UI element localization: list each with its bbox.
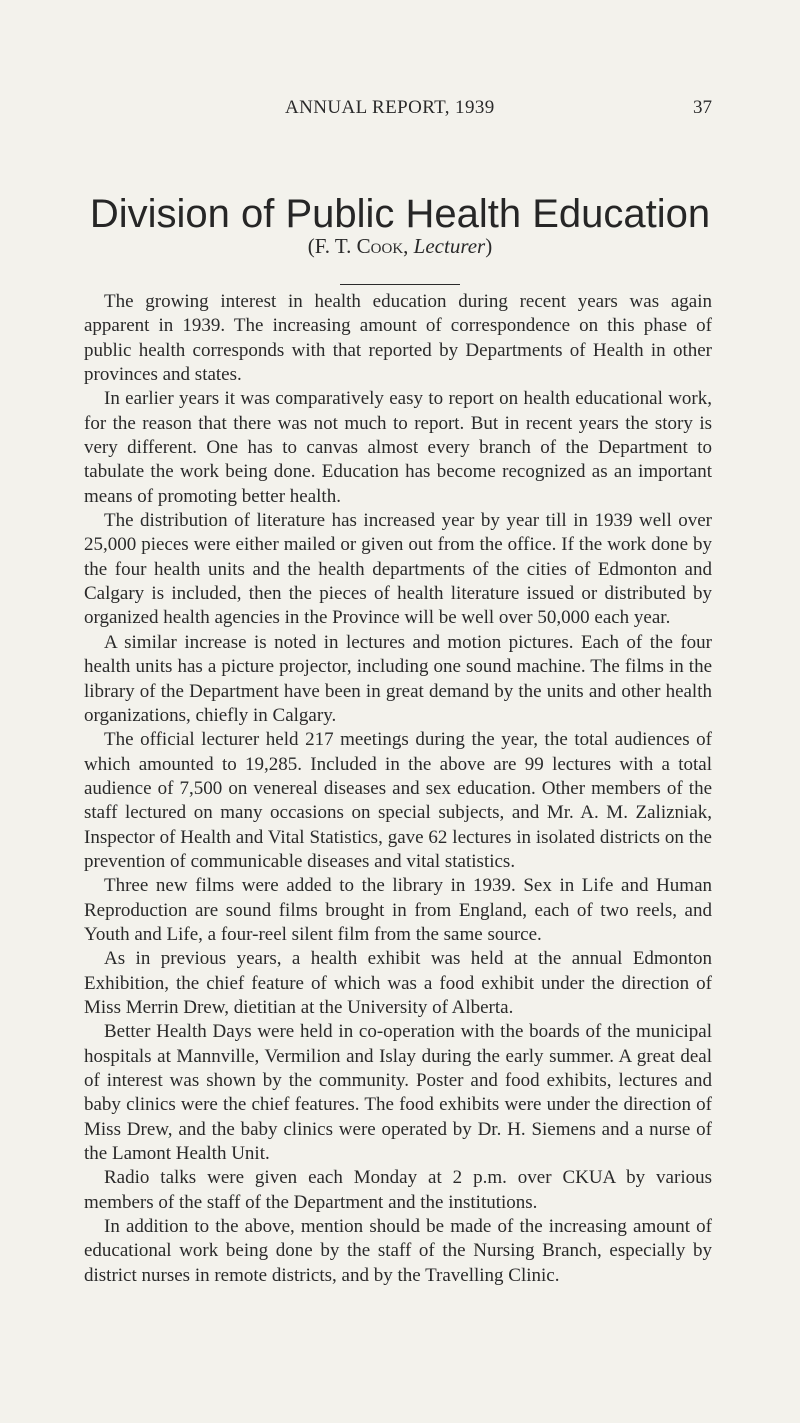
paragraph: In earlier years it was comparatively easy to report on health educational work, for the reason that there was not much to report. But in recent years the story is very different. One has to canvas almost every branch of the Department to tabulate the work being done. Education has become recognized as an important means of promoting better health. <box>84 388 712 507</box>
paragraph: As in previous years, a health exhibit was held at the annual Edmonton Exhibition, the chief feature of which was a food exhibit under the direction of Miss Merrin Drew, dietitian at the University of Alberta. <box>84 948 712 1018</box>
page-number: 37 <box>693 97 712 118</box>
paragraph: A similar increase is noted in lectures and motion pictures. Each of the four health units has a picture projector, including one sound machine. The films in the library of the Department have been in great demand by the units and other health organizations, chiefly in Calgary. <box>84 631 712 726</box>
body-text <box>84 290 712 1288</box>
byline <box>0 232 800 260</box>
byline-open-paren: ( <box>307 234 315 258</box>
paragraph: Better Health Days were held in co-operation with the boards of the municipal hospitals at Mannville, Vermilion and Islay during the early summer. A great deal of interest was shown by the community. Poster and food exhibits, lectures and baby clinics were the chief features. The food exhibits were under the direction of Miss Drew, and the baby clinics were operated by Dr. H. Siemens and a nurse of the Lamont Health Unit. <box>84 1021 712 1165</box>
running-head-title: ANNUAL REPORT, 1939 <box>285 97 495 118</box>
byline-role: Lecturer <box>413 234 486 258</box>
byline-name: F. T. Cook, <box>314 234 409 258</box>
paragraph: Radio talks were given each Monday at 2 p.m. over CKUA by various members of the staff of the Department and the institutions. <box>84 1167 712 1213</box>
running-head <box>0 97 800 121</box>
section-divider <box>340 284 460 285</box>
paragraph: In addition to the above, mention should be made of the increasing amount of educational work being done by the staff of the Nursing Branch, especially by district nurses in remote districts, and by the Travelling Clinic. <box>84 1216 712 1286</box>
paragraph: The distribution of literature has increased year by year till in 1939 well over 25,000 pieces were either mailed or given out from the office. If the work done by the four health units and the health departments of the cities of Edmonton and Calgary is included, then the pieces of health literature issued or distributed by organized health agencies in the Province will be well over 50,000 each year. <box>84 510 712 629</box>
division-title: Division of Public Health Education <box>89 192 711 236</box>
paragraph: Three new films were added to the library in 1939. Sex in Life and Human Reproduction are sound films brought in from England, each of two reels, and Youth and Life, a four-reel silent film from the same source. <box>84 875 712 945</box>
paragraph: The growing interest in health education during recent years was again apparent in 1939. The increasing amount of correspondence on this phase of public health corresponds with that reported by Departments of Health in other provinces and states. <box>84 291 712 386</box>
paragraph: The official lecturer held 217 meetings during the year, the total audiences of which amounted to 19,285. Included in the above are 99 lectures with a total audience of 7,500 on venereal diseases and sex education. Other members of the staff lectured on many occasions on special subjects, and Mr. A. M. Zalizniak, Inspector of Health and Vital Statistics, gave 62 lectures in isolated districts on the prevention of communicable diseases and vital statistics. <box>84 729 712 872</box>
byline-close-paren: ) <box>485 234 493 258</box>
